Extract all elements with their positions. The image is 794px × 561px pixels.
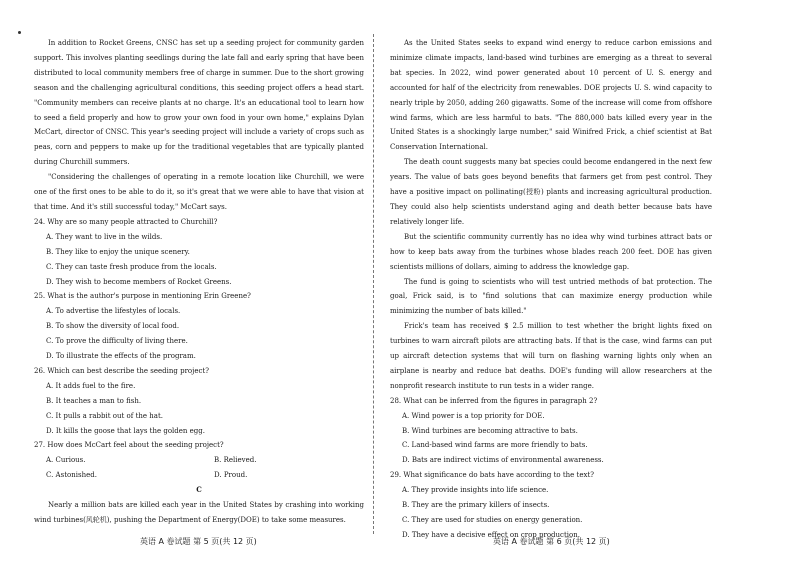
question-28-option-d: D. Bats are indirect victims of environmental awareness. — [402, 456, 604, 465]
section-c-intro: Nearly a million bats are killed each year in the United States by crashing into working wind turbines(风轮机), pushing the Department of Energy(DOE) to take some measures. — [34, 501, 364, 524]
question-25-option-b: B. To show the diversity of local food. — [46, 322, 180, 331]
question-26-option-b: B. It teaches a man to fish. — [46, 396, 142, 405]
question-25-option-d: D. To illustrate the effects of the program. — [46, 352, 196, 361]
question-25-stem: 25. What is the author's purpose in mentioning Erin Greene? — [34, 292, 251, 301]
question-27-option-d: D. Proud. — [214, 471, 248, 480]
question-26-option-c: C. It pulls a rabbit out of the hat. — [46, 411, 164, 420]
question-26-option-d: D. It kills the goose that lays the golden egg. — [46, 426, 205, 435]
question-29-option-d: D. They have a decisive effect on crop production. — [402, 530, 580, 539]
question-27-options — [34, 453, 364, 483]
question-26-stem: 26. Which can best describe the seeding project? — [34, 366, 209, 375]
section-c-label: C — [196, 485, 202, 495]
question-29-option-c: C. They are used for studies on energy generation. — [402, 516, 583, 524]
question-27-stem: 27. How does McCart feel about the seeding project? — [34, 441, 224, 450]
question-24-option-c: C. They can taste fresh produce from the locals. — [46, 262, 217, 271]
right-paragraph-5: Frick's team has received $ 2.5 million to test whether the bright lights fixed on turbines to warn aircraft pilots are attracting bats. If that is the case, wind farms can put up aircraft detection systems that will turn on flashing warning lights only when an airplane is nearby and reduce bat deaths. DOE's funding will allow researchers at the nonprofit research institute to run tests in a wider range. — [390, 322, 712, 390]
question-28-option-a: A. Wind power is a top priority for DOE. — [402, 411, 545, 420]
question-27-option-b: B. Relieved. — [214, 456, 257, 465]
question-28-option-c: C. Land-based wind farms are more friendly to bats. — [402, 441, 588, 450]
question-27-option-a: A. Curious. — [46, 456, 86, 465]
question-24-stem: 24. Why are so many people attracted to Churchill? — [34, 217, 218, 226]
question-24-option-a: A. They want to live in the wilds. — [46, 232, 163, 241]
left-paragraph-1: In addition to Rocket Greens, CNSC has set up a seeding project for community garden support. This involves planting seedlings during the late fall and early spring that have been distributed to local community members free of charge in summer. Due to the short growing season and the challenging agricultural conditions, this seeding project offers a head start. "Community members can receive plants at no charge. It's an educational tool to learn how to seed a field properly and how to grow your own food in your own home," explains Dylan McCart, director of CNSC. This year's seeding project will include a variety of crops such as peas, corn and peppers to make up for the traditional vegetables that are typically planted during Churchill summers. — [34, 39, 364, 167]
question-28-stem: 28. What can be inferred from the figures in paragraph 2? — [390, 396, 598, 405]
right-paragraph-3: But the scientific community currently has no idea why wind turbines attract bats or how to keep bats away from the turbines whose blades reach 200 feet. DOE has given scientists millions of dollars, aiming to address the knowledge gap. — [390, 232, 712, 271]
right-page — [390, 0, 794, 561]
question-24-option-b: B. They like to enjoy the unique scenery. — [46, 247, 190, 256]
left-paragraph-2: "Considering the challenges of operating in a remote location like Churchill, we were one of the first ones to be able to do it, so it's great that we were able to have that vision at that time. And it's still successful today," McCart says. — [34, 173, 364, 211]
left-column — [34, 36, 364, 528]
question-25-option-c: C. To prove the difficulty of living there. — [46, 337, 188, 346]
question-26-option-a: A. It adds fuel to the fire. — [46, 381, 136, 390]
question-29-option-a: A. They provide insights into life science. — [402, 486, 549, 495]
left-page-footer: 英语 A 卷试题 第 5 页(共 12 页) — [140, 537, 257, 546]
right-paragraph-2: The death count suggests many bat species could become endangered in the next few years. The value of bats goes beyond benefits that farmers get from pest control. They have a positive impact on pollinating(授粉) plants and increasing agricultural production. They could also help scientists understand aging and death better because bats have relatively longer life. — [390, 158, 712, 226]
right-paragraph-1: As the United States seeks to expand wind energy to reduce carbon emissions and minimize climate impacts, land-based wind turbines are emerging as a threat to several bat species. In 2022, wind power generated about 10 percent of U. S. energy and accounted for half of the electricity from renewables. DOE projects U. S. wind capacity to nearly triple by 2050, adding 260 gigawatts. Some of the increase will come from offshore wind farms, which are less harmful to bats. "The 880,000 bats killed every year in the United States is a shockingly large number," said Winifred Frick, a chief scientist at Bat Conservation International. — [390, 39, 712, 152]
right-page-footer: 英语 A 卷试题 第 6 页(共 12 页) — [493, 537, 610, 546]
column-divider — [373, 34, 375, 534]
question-29-stem: 29. What significance do bats have according to the text? — [390, 471, 595, 480]
question-25-option-a: A. To advertise the lifestyles of locals. — [46, 307, 181, 316]
right-column — [390, 36, 712, 543]
question-29-option-b: B. They are the primary killers of insects. — [402, 501, 550, 510]
question-24-option-d: D. They wish to become members of Rocket Greens. — [46, 277, 232, 286]
right-paragraph-4: The fund is going to scientists who will test untried methods of bat protection. The goal, Frick said, is to "find solutions that can maximize energy production while minimizing the number of bats killed." — [390, 277, 712, 316]
question-27-option-c: C. Astonished. — [46, 471, 97, 480]
question-28-option-b: B. Wind turbines are becoming attractive to bats. — [402, 426, 578, 435]
scan-mark — [18, 31, 21, 34]
